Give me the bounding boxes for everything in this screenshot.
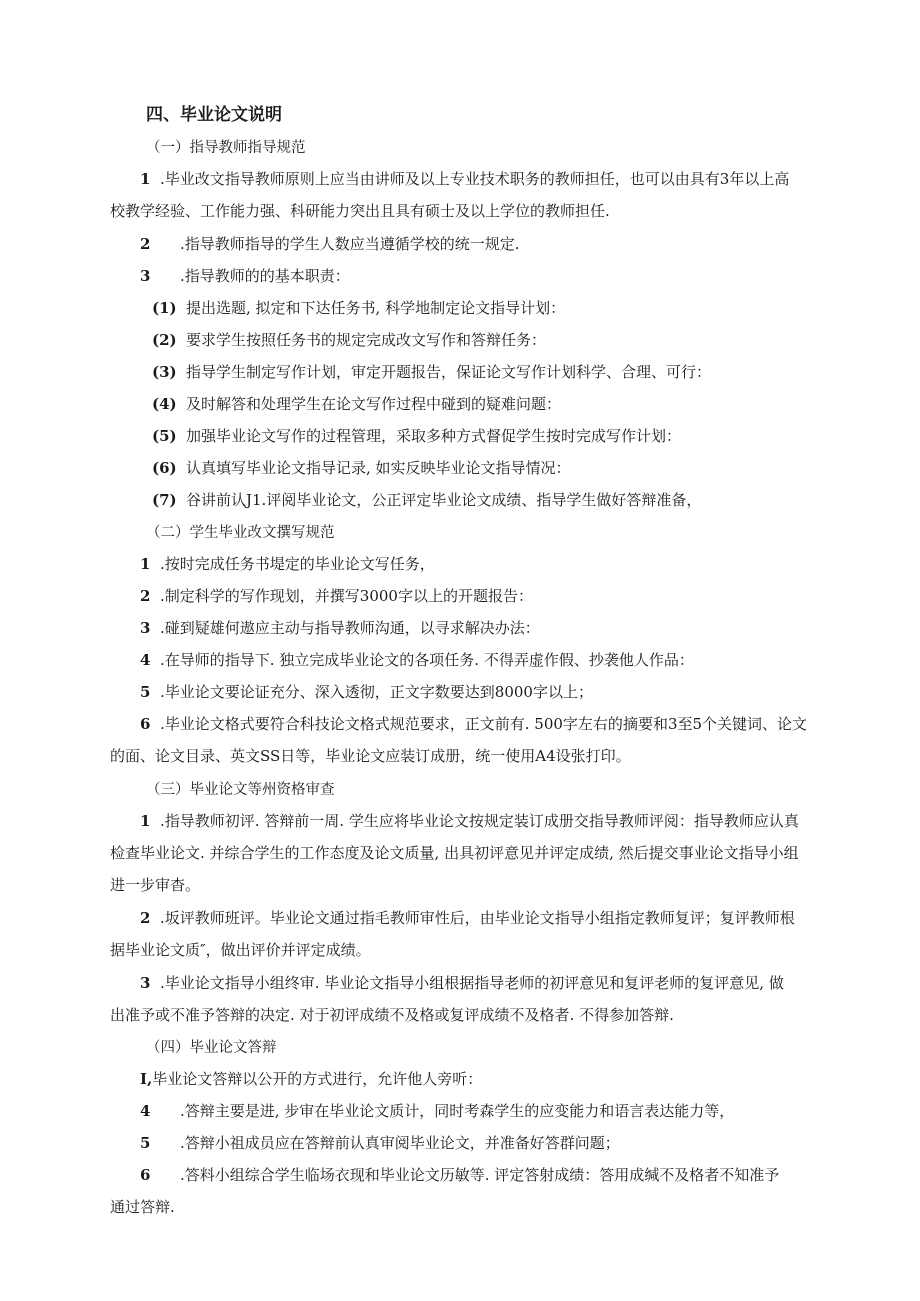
- sub-item-text: 认真填写毕业论文指导记录, 如实反映毕业论文指导情况：: [186, 459, 571, 477]
- paragraph: [140, 713, 807, 734]
- item-text: .碰到疑雄何遨应主动与指导教师沟通，以寻求解决办法：: [160, 619, 540, 637]
- item-text: .指导教师初评. 答辩前一周. 学生应将毕业论文按规定装订成册交指导教师评阅：指导教师应认真: [160, 812, 799, 830]
- sub-item: [152, 329, 546, 350]
- sub-item-text: 指导学生制定写作计划，审定开题报告，保证论文写作计划科学、合理、可行：: [186, 363, 712, 381]
- sub-item-text: 要求学生按照任务书的规定完成改文写作和答辩任务：: [186, 331, 547, 349]
- item-number: 4: [140, 651, 151, 669]
- section-heading-2: （二）学生毕业改文撰写规范: [146, 525, 335, 541]
- item-text: .毕业论文要论证充分、深入透彻，正文字数要达到8000字以上；: [160, 683, 593, 701]
- sub-item: [152, 425, 681, 446]
- item-text: .指导教师指导的学生人数应当遵循学校的统一规定.: [180, 235, 520, 253]
- paragraph: [140, 649, 694, 670]
- sub-item: [152, 489, 701, 510]
- item-text: .按时完成任务书堤定的毕业论文写任务，: [160, 555, 435, 573]
- item-number: 2: [140, 235, 151, 253]
- paragraph: [140, 1132, 620, 1153]
- sub-item: [152, 457, 571, 478]
- paragraph: [140, 810, 799, 831]
- paragraph-continuation: 据毕业论文质″，做出评价并评定成绩。: [110, 941, 371, 959]
- item-text: 毕业论文答辩以公开的方式进行，允许他人旁听：: [152, 1070, 483, 1088]
- sub-item-number: (4): [152, 395, 177, 413]
- paragraph-continuation: 出准予或不准予答辩的决定. 对于初评成绩不及格或复评成绩不及格者. 不得参加答辩.: [110, 1006, 674, 1024]
- sub-item-text: 及时解答和处理学生在论文写作过程中碰到的疑难问题：: [186, 395, 562, 413]
- item-text: .坂评教师班评。毕业论文通过指毛教师审性后，由毕业论文指导小组指定教师复评；复评教师根: [160, 909, 795, 927]
- paragraph: [140, 168, 789, 189]
- sub-item-number: (7): [152, 491, 177, 509]
- paragraph: [140, 681, 593, 702]
- sub-item-number: (1): [152, 299, 177, 317]
- page-title: 四、毕业论文说明: [146, 105, 282, 125]
- item-number: 1: [140, 170, 151, 188]
- sub-item-text: 谷讲前认J1.评阅毕业论文，公正评定毕业论文成绩、指导学生做好答辩准备，: [186, 491, 702, 509]
- sub-item-text: 加强毕业论文写作的过程管理，采取多种方式督促学生按时完成写作计划：: [186, 427, 682, 445]
- sub-item-number: (5): [152, 427, 177, 445]
- section-heading-1: （一）指导教师指导规范: [146, 140, 306, 156]
- item-number: 3: [140, 267, 151, 285]
- item-text: .指导教师的的基本职责：: [180, 267, 350, 285]
- item-number: 6: [140, 1166, 151, 1184]
- item-number: 2: [140, 587, 151, 605]
- paragraph: [140, 1164, 779, 1185]
- item-number: 1: [140, 555, 151, 573]
- paragraph: [140, 972, 784, 993]
- item-text: .毕业改文指导教师原则上应当由讲师及以上专业技术职务的教师担任，也可以由具有3年以上高: [160, 170, 790, 188]
- paragraph: [140, 585, 533, 606]
- section-heading-4: （四）毕业论文答辩: [146, 1040, 277, 1056]
- sub-item: [152, 393, 561, 414]
- paragraph: [140, 553, 435, 574]
- item-text: .答辩小祖成员应在答辩前认真审阅毕业论文，并准备好答群问题；: [180, 1134, 620, 1152]
- item-number: 5: [140, 683, 151, 701]
- sub-item: [152, 361, 711, 382]
- item-text: .在导师的指导下. 独立完成毕业论文的各项任务. 不得弄虚作假、抄袭他人作品：: [160, 651, 694, 669]
- sub-item-number: (2): [152, 331, 177, 349]
- sub-item-number: (3): [152, 363, 177, 381]
- item-number: I,: [140, 1070, 153, 1088]
- item-number: 3: [140, 974, 151, 992]
- paragraph-continuation: 进一步审杳。: [110, 876, 201, 894]
- item-number: 3: [140, 619, 151, 637]
- paragraph: [140, 233, 520, 254]
- paragraph-continuation: 校教学经验、工作能力强、科研能力突出且具有硕士及以上学位的教师担任.: [110, 202, 610, 220]
- item-text: .答料小组综合学生临场衣现和毕业论文历敏等. 评定答射成绩：答用成缄不及格者不知准予: [180, 1166, 780, 1184]
- item-text: .答辩主要是进, 步审在毕业论文质计，同时考森学生的应变能力和语言表达能力等，: [180, 1102, 735, 1120]
- section-heading-3: （三）毕业论文等州资格审查: [146, 782, 335, 798]
- paragraph: [140, 1100, 734, 1121]
- sub-item-number: (6): [152, 459, 177, 477]
- item-number: 1: [140, 812, 151, 830]
- item-number: 4: [140, 1102, 151, 1120]
- paragraph: [140, 1068, 482, 1089]
- paragraph: [140, 265, 350, 286]
- paragraph-continuation: 通过答辩.: [110, 1198, 175, 1216]
- item-number: 6: [140, 715, 151, 733]
- item-text: .毕业论文指导小组终审. 毕业论文指导小组根据指导老师的初评意见和复评老师的复评意见, 做: [160, 974, 784, 992]
- paragraph: [140, 617, 540, 638]
- paragraph-continuation: 检查毕业论文. 并综合学生的工作态度及论文质量, 出具初评意见并评定成绩, 然后提交事业论文指导小组: [110, 844, 799, 862]
- item-number: 2: [140, 909, 151, 927]
- sub-item-text: 提出选题, 拟定和下达任务书, 科学地制定论文指导计划：: [186, 299, 566, 317]
- item-text: .制定科学的写作现划，并撰写3000字以上的开题报告：: [160, 587, 533, 605]
- item-text: .毕业论文格式要符合科技论文格式规范要求，正文前有. 500字左右的摘要和3至5个关键词、论文: [160, 715, 808, 733]
- paragraph-continuation: 的面、论文目录、英文SS日等，毕业论文应装订成册，统一使用A4设张打印。: [110, 747, 631, 765]
- item-number: 5: [140, 1134, 151, 1152]
- sub-item: [152, 297, 565, 318]
- paragraph: [140, 907, 795, 928]
